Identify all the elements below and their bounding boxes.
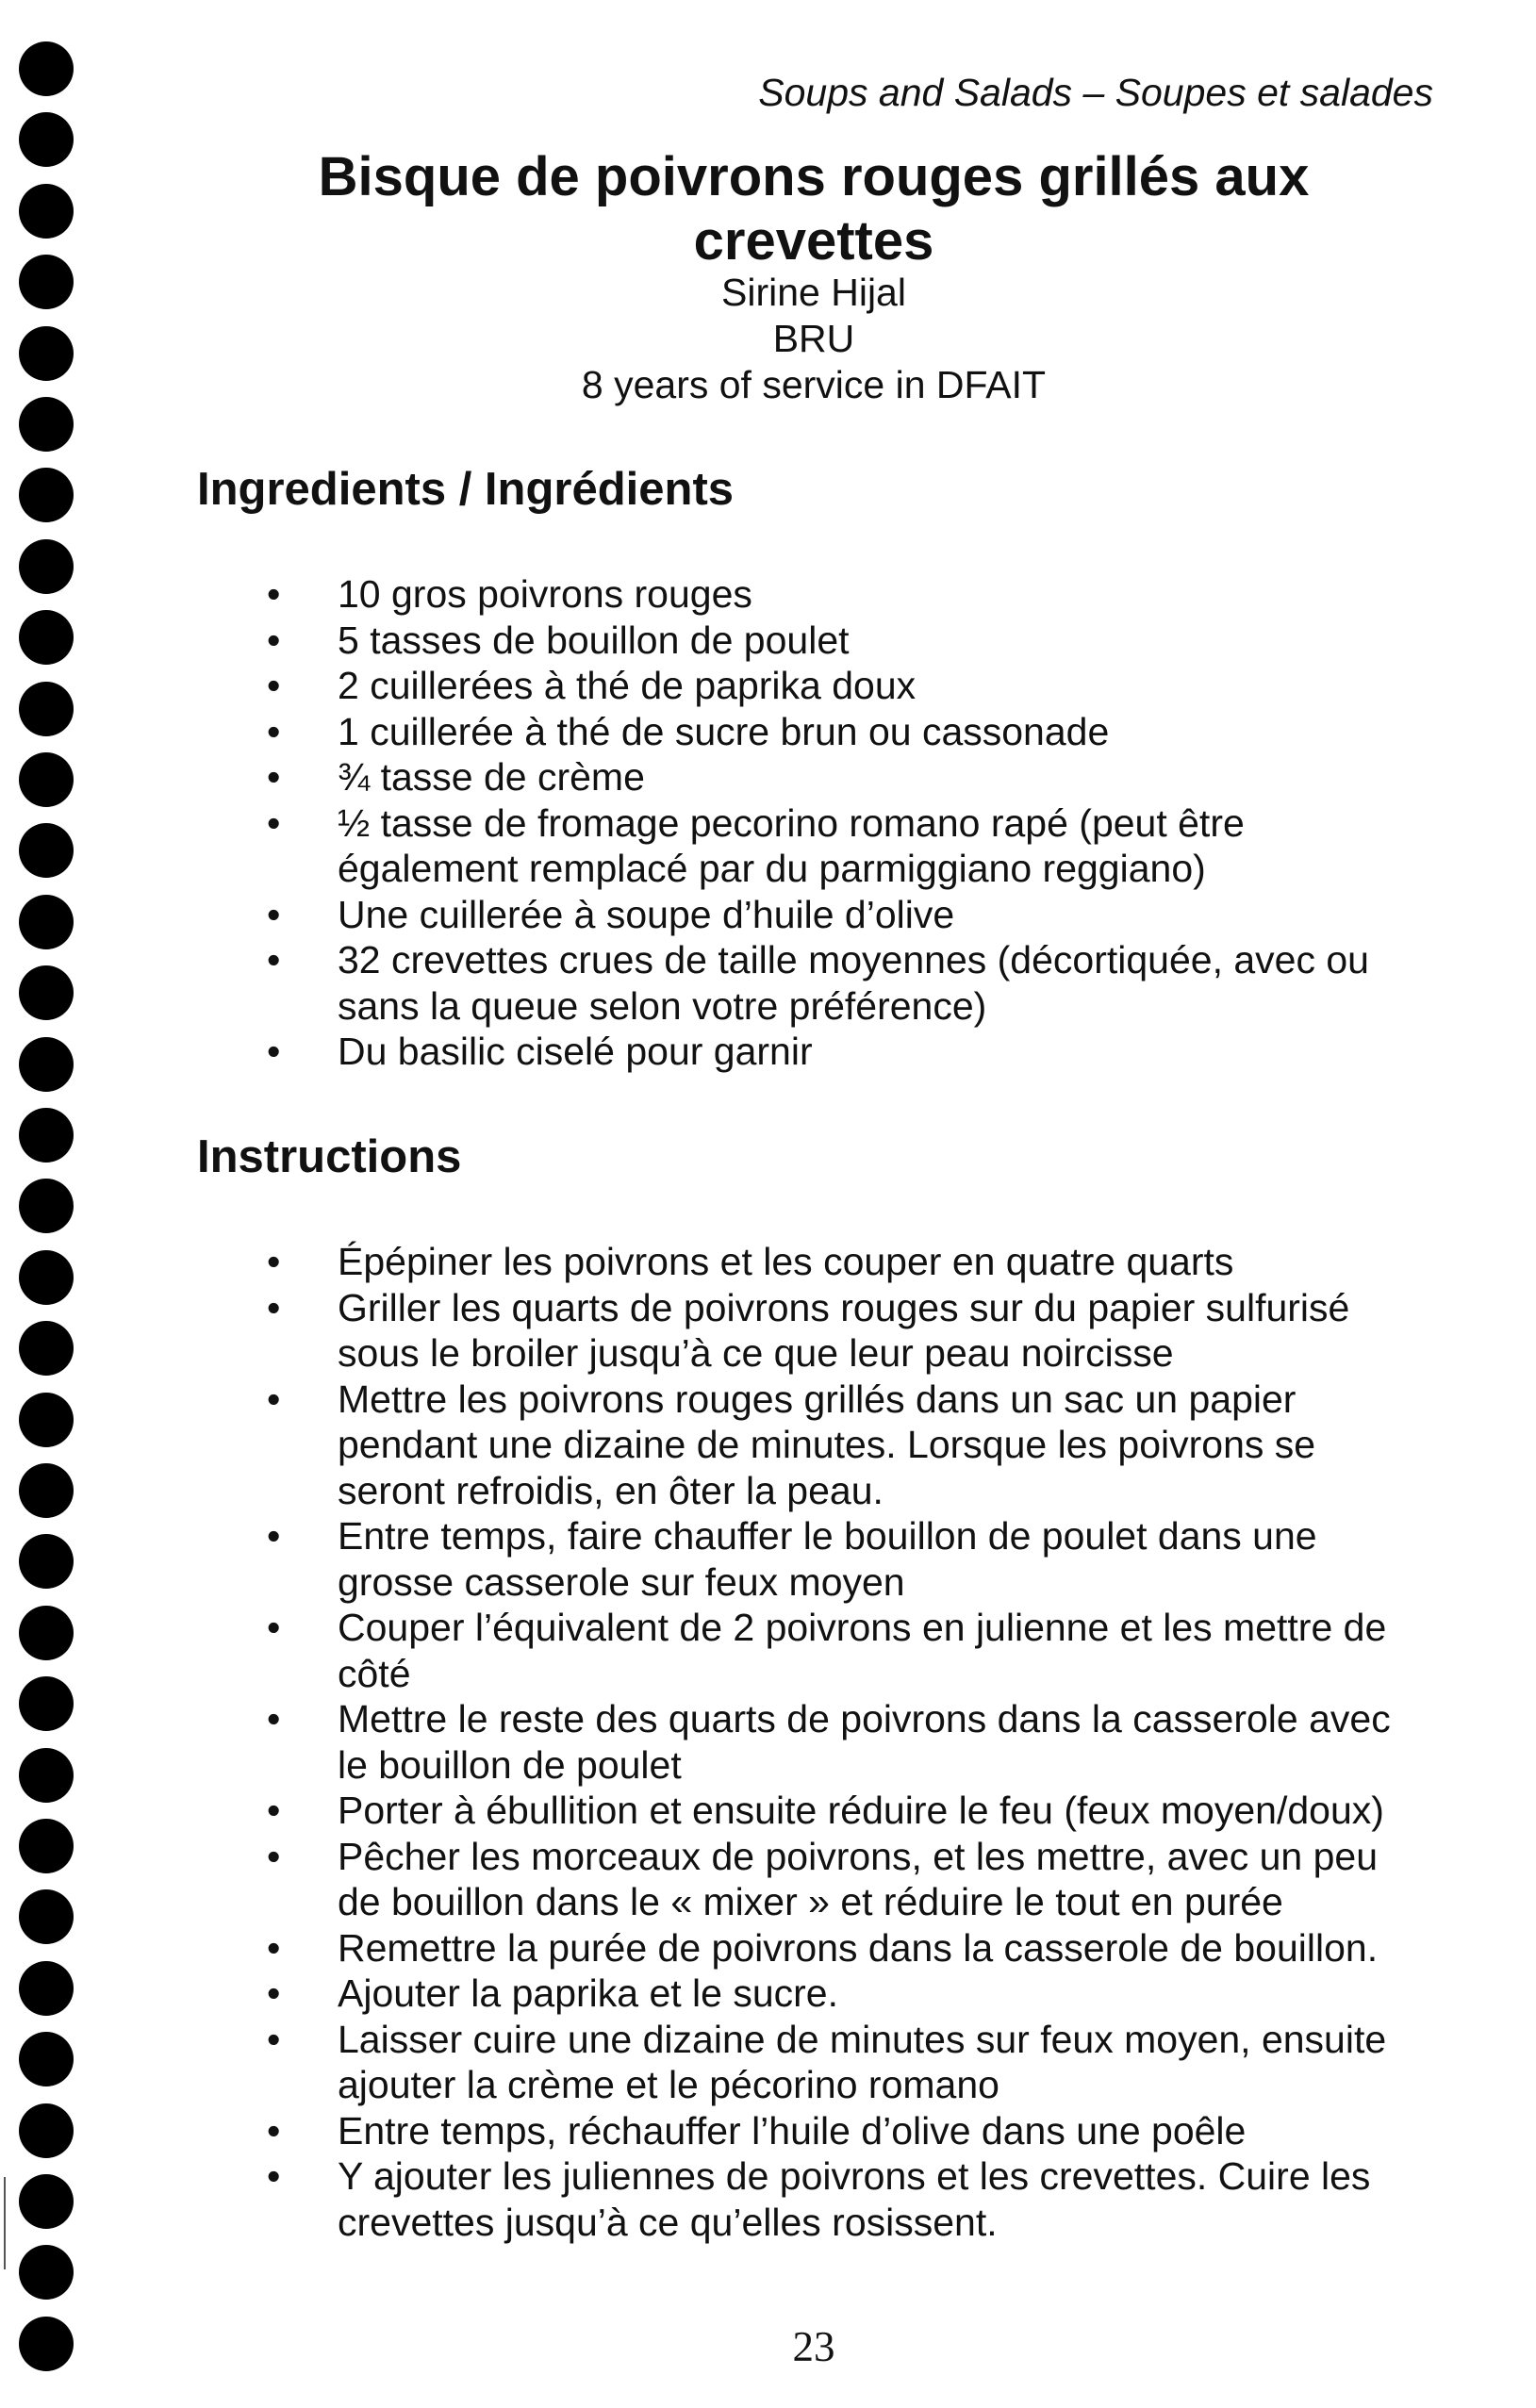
binding-hole xyxy=(19,1179,74,1233)
ingredient-item: • ½ tasse de fromage pecorino romano rapé (peut être également remplacé par du parmiggiano reggiano) xyxy=(338,800,1411,892)
binding-hole xyxy=(19,752,74,807)
ingredients-list xyxy=(338,571,1411,1075)
binding-hole xyxy=(19,1321,74,1376)
binding-holes xyxy=(0,0,94,2408)
binding-hole xyxy=(19,468,74,522)
binding-hole xyxy=(19,1393,74,1447)
ingredient-item: • 10 gros poivrons rouges xyxy=(338,571,1411,618)
instruction-step: • Entre temps, réchauffer l’huile d’olive dans une poêle xyxy=(338,2108,1411,2154)
binding-hole xyxy=(19,1463,74,1518)
instruction-step: • Porter à ébullition et ensuite réduire le feu (feux moyen/doux) xyxy=(338,1788,1411,1834)
instruction-step: • Mettre le reste des quarts de poivrons dans la casserole avec le bouillon de poulet xyxy=(338,1696,1411,1788)
author-service: 8 years of service in DFAIT xyxy=(581,363,1047,406)
instructions-list xyxy=(338,1239,1411,2245)
binding-hole xyxy=(19,41,74,96)
instruction-step: • Laisser cuire une dizaine de minutes sur feux moyen, ensuite ajouter la crème et le pécorino romano xyxy=(338,2017,1411,2108)
binding-hole xyxy=(19,1676,74,1731)
ingredient-item: • ¾ tasse de crème xyxy=(338,754,1411,800)
instruction-step: • Épépiner les poivrons et les couper en quatre quarts xyxy=(338,1239,1411,1285)
ingredient-item: • Une cuillerée à soupe d’huile d’olive xyxy=(338,892,1411,938)
binding-hole xyxy=(19,255,74,309)
binding-edge-line xyxy=(4,2177,6,2269)
binding-hole xyxy=(19,682,74,736)
ingredient-item: • 5 tasses de bouillon de poulet xyxy=(338,618,1411,664)
binding-hole xyxy=(19,112,74,167)
instruction-step: • Couper l’équivalent de 2 poivrons en julienne et les mettre de côté xyxy=(338,1605,1411,1696)
binding-hole xyxy=(19,1748,74,1803)
binding-hole xyxy=(19,2245,74,2300)
instruction-step: • Griller les quarts de poivrons rouges sur du papier sulfurisé sous le broiler jusqu’à ce que leur peau noircisse xyxy=(338,1285,1411,1377)
binding-hole xyxy=(19,184,74,239)
binding-hole xyxy=(19,2174,74,2229)
binding-hole xyxy=(19,965,74,1020)
binding-hole xyxy=(19,397,74,452)
binding-hole xyxy=(19,1534,74,1589)
ingredients-heading: Ingredients / Ingrédients xyxy=(197,464,735,515)
page-number: 23 xyxy=(792,2323,835,2370)
binding-hole xyxy=(19,1250,74,1305)
ingredient-item: • Du basilic ciselé pour garnir xyxy=(338,1029,1411,1075)
binding-hole xyxy=(19,2103,74,2158)
binding-hole xyxy=(19,2032,74,2086)
binding-hole xyxy=(19,1819,74,1873)
binding-hole xyxy=(19,2317,74,2371)
running-head: Soups and Salads – Soupes et salades xyxy=(758,71,1433,114)
ingredient-item: • 2 cuillerées à thé de paprika doux xyxy=(338,663,1411,709)
binding-hole xyxy=(19,1606,74,1660)
instruction-step: • Y ajouter les juliennes de poivrons et les crevettes. Cuire les crevettes jusqu’à ce qu’elles rosissent. xyxy=(338,2153,1411,2245)
binding-hole xyxy=(19,823,74,878)
binding-hole xyxy=(19,895,74,949)
binding-hole xyxy=(19,1961,74,2016)
ingredient-item: • 32 crevettes crues de taille moyennes (décortiquée, avec ou sans la queue selon votre préférence) xyxy=(338,937,1411,1029)
binding-hole xyxy=(19,610,74,665)
instruction-step: • Entre temps, faire chauffer le bouillon de poulet dans une grosse casserole sur feux moyen xyxy=(338,1513,1411,1605)
binding-hole xyxy=(19,1037,74,1092)
binding-hole xyxy=(19,1108,74,1163)
instruction-step: • Pêcher les morceaux de poivrons, et les mettre, avec un peu de bouillon dans le « mixer » et réduire le tout en purée xyxy=(338,1834,1411,1925)
binding-hole xyxy=(19,326,74,381)
binding-hole xyxy=(19,1889,74,1944)
recipe-author-block xyxy=(286,270,1342,408)
ingredient-item: • 1 cuillerée à thé de sucre brun ou cassonade xyxy=(338,709,1411,755)
instruction-step: • Mettre les poivrons rouges grillés dans un sac un papier pendant une dizaine de minutes. Lorsque les poivrons se seront refroidis, en ôter la peau. xyxy=(338,1377,1411,1514)
instruction-step: • Remettre la purée de poivrons dans la casserole de bouillon. xyxy=(338,1925,1411,1971)
author-division: BRU xyxy=(772,317,855,360)
recipe-title: Bisque de poivrons rouges grillés aux crevettes xyxy=(318,146,1310,272)
instructions-heading: Instructions xyxy=(197,1131,462,1182)
binding-hole xyxy=(19,539,74,594)
instruction-step: • Ajouter la paprika et le sucre. xyxy=(338,1971,1411,2017)
author-name: Sirine Hijal xyxy=(721,271,906,314)
